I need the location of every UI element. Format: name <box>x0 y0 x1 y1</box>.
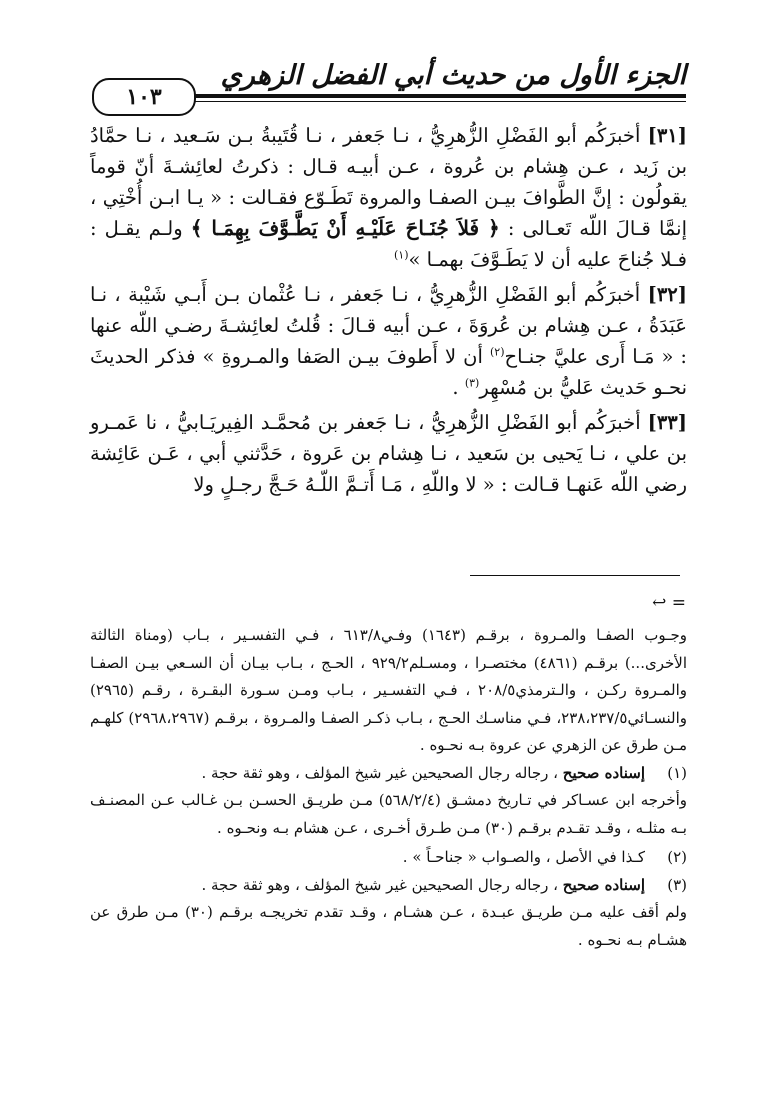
footnote-number: (١) <box>667 763 687 782</box>
footnote-3 <box>90 872 687 900</box>
hadith-text: أن لا أَطوفَ بيـن الصَفا والمـروةِ » فذكر الحديثَ نحـو حَديث عَليُّ بن مُسْهِر <box>90 345 687 399</box>
footnote-line <box>90 760 645 788</box>
footnote-continuation: وجـوب الصفـا والمـروة ، برقـم (١٦٤٣) وفـي٦١٣/٨ ، فـي التفسـير ، بـاب (ومناة الثالثة الأخرى...) برقـم (٤٨٦١) مختصـرا ، ومسـلم٩٢٩/٢ ، الحـج ، بـاب بيـان أن السـعي بيـن الصفـا والمـروة ركـن ، والـترمذي٢٠٨/٥ ، فـي التفسـير ، بـاب ومـن سـورة البقـرة ، رقـم (٢٩٦٥) والنسـائي٢٣٨،٢٣٧/٥، فـي مناسـك الحـج ، بـاب ذكـر الصفـا والمـروة ، برقـم (٢٩٦٨،٢٩٦٧) كلهـم مـن طرق عن الزهري عن عروة بـه نحـوه . <box>90 626 687 754</box>
footnote-ref: (٢) <box>489 345 505 359</box>
footnote-number: (٢) <box>667 848 687 866</box>
hadith-text: أخبرَكُم أبو الفَضْلِ الزُّهرِيُّ ، نـا جَعفر ، نـا عُثْمان بـن أَبـي شَيْبة ، نـا عَبَدَةُ ، عـن هِشام بن عُروَةَ ، عـن أبيه قـالَ : قُلتُ لعائِشـةَ رضـي اللّه عنها : « مَـا أَرى عليَّ جنـاح <box>90 283 687 368</box>
footnote-1-detail: وأخرجه ابن عسـاكر في تـاريخ دمشـق (٥٦٨/٢/٤) مـن طريـق الحسـن بـن غـالب عـن المصنـف بـه مثلـه ، وقـد تقـدم برقـم (٣٠) مـن طـرق أخـرى ، عـن هشام بـه ونحـوه . <box>90 791 687 837</box>
footnote-grade: إسناده صحيح <box>562 875 645 894</box>
header-title: الجزء الأول من حديث أبي الفضل الزهري <box>220 60 686 91</box>
hadith-text: ولـم يقـل : فـلا جُناحَ عليه أن لا يَطَـوَّفَ بهمـا » <box>90 217 687 271</box>
footnote-1 <box>90 760 687 788</box>
footnote-text: كـذا في الأصل ، والصـواب « جناحـاً » . <box>402 848 645 866</box>
quran-verse: ﴿ فَلاَ جُنَـاحَ عَلَيْـهِ أَنْ يَطَّـوَّفَ بِهِمَـا ﴾ <box>190 216 500 240</box>
footnote-line <box>90 872 645 900</box>
footnote-grade: إسناده صحيح <box>562 763 645 782</box>
header-rule-thick <box>182 94 686 98</box>
running-header <box>92 58 686 110</box>
footnote-separator <box>470 575 680 576</box>
header-rule-thin <box>182 101 686 102</box>
hadith-32 <box>90 279 687 403</box>
hadith-number: [٣٢] <box>647 283 687 306</box>
footnote-3-detail: ولم أقف عليه مـن طريـق عبـدة ، عـن هشـام ، وقـد تقدم تخريجـه برقـم (٣٠) مـن طرق عن هشـام بـه نحـوه . <box>90 903 687 949</box>
hadith-31 <box>90 120 687 275</box>
footnote-ref: (٣) <box>464 376 480 390</box>
hadith-number: [٣١] <box>647 124 687 147</box>
footnote-line <box>90 844 645 872</box>
footnote-ref: (١) <box>393 248 409 262</box>
page-number: ١٠٣ <box>92 78 196 116</box>
footnote-text: ، رجاله رجال الصحيحين غير شيخ المؤلف ، وهو ثقة حجة . <box>201 763 563 782</box>
continuation-mark: = ↩ <box>652 593 686 613</box>
footnote-number: (٣) <box>667 875 687 894</box>
main-text <box>90 120 687 504</box>
hadith-33 <box>90 407 687 500</box>
footnote-text: ، رجاله رجال الصحيحين غير شيخ المؤلف ، وهو ثقة حجة . <box>201 875 563 894</box>
hadith-text: أخبرَكُم أبو الفَضْلِ الزُّهرِيُّ ، نـا جَعفر بن مُحمَّـد الفِيريَـابيُّ ، نا عَمـرو بن علي ، نـا يَحيى بن سَعيد ، نـا هِشام بن عَروة ، حَدَّثني أبي ، عَـن عَائِشة رضي اللّه عَنهـا قـالت : « لا واللّهِ ، مَـا أَتـمَّ اللّـهُ حَـجَّ رجـلٍ ولا <box>90 411 687 496</box>
footnote-2 <box>90 844 687 872</box>
footnotes <box>90 622 687 956</box>
hadith-number: [٣٣] <box>647 411 687 434</box>
hadith-text: أخبرَكُم أبو الفَضْلِ الزُّهرِيُّ ، نـا جَعفر ، نـا قُتَيبةُ بـن سَـعيد ، نـا حمَّادُ بن زَيد ، عـن هِشام بن عُروة ، عـن أبيـه قـال : ذكرتُ لعائِشـةَ أنّ قوماً يقولُون : إنَّ الطَّوافَ بيـن الصفـا والمروة تَطَـوّع فقـالت : « يـا ابـن أُخْتِي ، إنمَّا قـالَ اللّه تَعـالى : <box>90 124 687 240</box>
hadith-text: . <box>452 376 465 399</box>
